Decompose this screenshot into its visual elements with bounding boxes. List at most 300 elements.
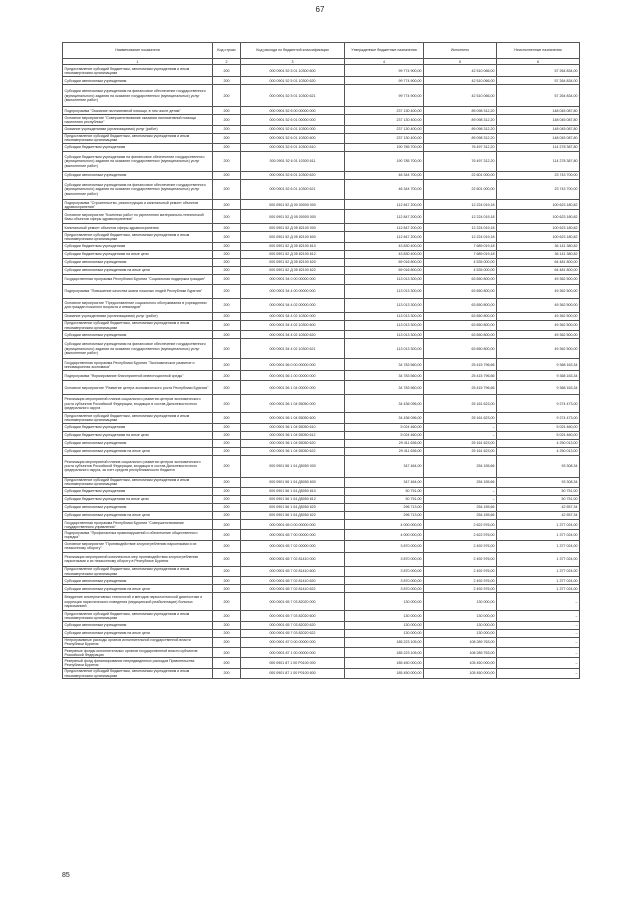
row-name: Субсидии автономным учреждениям на финансовое обеспечение государственного (муниципального) задания на оказание государственных (муниципальных) услуг (выполнение работ) <box>63 339 213 359</box>
row-name: Субсидии автономным учреждениям <box>63 439 213 447</box>
row-kbk: 000 0901 65 7 02 81410 620 <box>241 577 345 585</box>
header-index: 2 <box>213 59 241 65</box>
row-line-code: 200 <box>213 200 241 210</box>
row-kbk: 000 0901 56 1 04 Д5050 620 <box>241 504 345 512</box>
row-approved: 190 785 700,00 <box>345 152 424 172</box>
row-kbk: 000 0901 52 Д 05 82100 000 <box>241 224 345 232</box>
row-kbk: 000 0901 56 1 04 55050 622 <box>241 447 345 455</box>
table-row <box>63 77 580 85</box>
row-executed: 7 689 019,18 <box>424 242 497 250</box>
row-executed: 254 155,66 <box>424 477 497 487</box>
row-executed: 63 650 800,00 <box>424 312 497 320</box>
row-remaining: 148 045 087,80 <box>497 133 580 143</box>
row-kbk: 000 0901 65 7 02 81410 000 <box>241 552 345 566</box>
row-kbk: 000 0901 52 Д 05 82100 612 <box>241 250 345 258</box>
row-remaining: – <box>497 648 580 658</box>
header-index: 3 <box>241 59 345 65</box>
row-kbk: 000 0901 56 1 04 55050 000 <box>241 395 345 413</box>
row-approved: 43 830 400,00 <box>345 242 424 250</box>
row-name: Внедрение альтернативных технологий и методов наркологической диагностики и коррекции наркотического поведения (медицинской реабилитации) больных наркоманией <box>63 593 213 611</box>
table-row <box>63 266 580 274</box>
row-remaining: 9 368 163,34 <box>497 381 580 395</box>
row-remaining: 148 045 087,80 <box>497 107 580 115</box>
table-row <box>63 585 580 593</box>
table-row <box>63 312 580 320</box>
table-row <box>63 658 580 668</box>
row-kbk: 000 0901 54 0 00 00000 000 <box>241 274 345 284</box>
row-approved: 3 870 000,00 <box>345 552 424 566</box>
row-remaining: 49 362 500,00 <box>497 331 580 339</box>
row-line-code: 200 <box>213 359 241 371</box>
row-approved: 50 751,00 <box>345 496 424 504</box>
row-remaining: – <box>497 637 580 647</box>
row-executed: 2 492 976,00 <box>424 585 497 593</box>
row-remaining: 64 481 800,00 <box>497 258 580 266</box>
table-row <box>63 144 580 152</box>
row-approved: 34 436 096,00 <box>345 395 424 413</box>
row-line-code: 200 <box>213 85 241 107</box>
row-kbk: 000 0901 87 1 00 P0100 600 <box>241 668 345 678</box>
table-row <box>63 395 580 413</box>
row-kbk: 000 0901 65 7 02 00000 000 <box>241 540 345 552</box>
row-name: Основное мероприятие "Совершенствование оказания паллиативной помощи населению республики" <box>63 115 213 125</box>
row-kbk: 000 0901 54 4 02 00000 000 <box>241 298 345 312</box>
row-approved: 296 713,00 <box>345 504 424 512</box>
budget-table <box>62 42 580 679</box>
row-name: Предоставление субсидий бюджетным, автономным учреждениям и иным некоммерческим организациям <box>63 413 213 423</box>
row-line-code: 200 <box>213 133 241 143</box>
row-executed: 2 622 976,00 <box>424 520 497 530</box>
row-line-code: 200 <box>213 530 241 540</box>
row-remaining: 64 481 800,00 <box>497 266 580 274</box>
row-executed: 42 510 066,00 <box>424 65 497 77</box>
row-executed: 63 650 800,00 <box>424 339 497 359</box>
table-row <box>63 152 580 172</box>
page-number-bottom: 85 <box>62 872 70 879</box>
row-line-code: 200 <box>213 232 241 242</box>
row-name: Субсидии автономным учреждениям <box>63 621 213 629</box>
row-kbk: 000 0901 52 Д 05 82100 610 <box>241 242 345 250</box>
row-executed: 12 224 019,18 <box>424 224 497 232</box>
row-name: Субсидии бюджетным учреждениям на финансовое обеспечение государственного (муниципального) задания на оказание государственных (муниципальных) услуг (выполнение работ) <box>63 152 213 172</box>
row-name: Субсидии бюджетным учреждениям на иные цели <box>63 431 213 439</box>
row-name: Субсидии бюджетным учреждениям <box>63 488 213 496</box>
row-executed: 42 510 066,00 <box>424 77 497 85</box>
row-line-code: 200 <box>213 320 241 330</box>
table-row <box>63 274 580 284</box>
row-approved: 112 847 200,00 <box>345 232 424 242</box>
row-remaining: 5 024 460,00 <box>497 423 580 431</box>
row-executed: 254 155,66 <box>424 455 497 477</box>
row-line-code: 200 <box>213 395 241 413</box>
row-approved: 113 013 300,00 <box>345 320 424 330</box>
table-row <box>63 629 580 637</box>
table-row <box>63 320 580 330</box>
table-row <box>63 200 580 210</box>
row-executed: 4 535 000,00 <box>424 258 497 266</box>
row-name: Субсидии автономным учреждениям на иные цели <box>63 447 213 455</box>
row-line-code: 200 <box>213 668 241 678</box>
row-line-code: 200 <box>213 210 241 224</box>
row-executed: 108 289 763,00 <box>424 637 497 647</box>
row-executed: 105 450 000,00 <box>424 668 497 678</box>
row-executed: 89 098 312,20 <box>424 107 497 115</box>
row-remaining: 1 377 024,00 <box>497 577 580 585</box>
row-name: Субсидии автономным учреждениям на финансовое обеспечение государственного (муниципального) задания на оказание государственных (муниципальных) услуг (выполнение работ) <box>63 85 213 107</box>
row-executed: 4 535 000,00 <box>424 266 497 274</box>
row-approved: 34 436 096,00 <box>345 413 424 423</box>
row-line-code: 200 <box>213 144 241 152</box>
header-index: 6 <box>497 59 580 65</box>
row-approved: 130 000,00 <box>345 611 424 621</box>
row-line-code: 200 <box>213 77 241 85</box>
row-kbk: 000 0901 65 7 02 81410 622 <box>241 585 345 593</box>
row-line-code: 200 <box>213 488 241 496</box>
row-line-code: 200 <box>213 552 241 566</box>
row-approved: 190 785 700,00 <box>345 144 424 152</box>
row-line-code: 200 <box>213 65 241 77</box>
table-row <box>63 125 580 133</box>
row-executed: 89 098 312,20 <box>424 125 497 133</box>
row-remaining: 49 362 500,00 <box>497 284 580 298</box>
header-kbk: Код расхода по бюджетной классификации <box>241 43 345 59</box>
row-kbk: 000 0901 52 Д 05 82100 600 <box>241 232 345 242</box>
row-remaining: 57 264 834,00 <box>497 85 580 107</box>
row-name: Субсидии автономным учреждениям на иные цели <box>63 629 213 637</box>
row-line-code: 200 <box>213 629 241 637</box>
row-remaining: 100 623 180,82 <box>497 200 580 210</box>
row-executed: 25 415 796,66 <box>424 381 497 395</box>
row-name: Субсидии автономным учреждениям <box>63 77 213 85</box>
header-line-code: Код строки <box>213 43 241 59</box>
row-line-code: 200 <box>213 512 241 520</box>
table-row <box>63 250 580 258</box>
row-approved: 5 024 460,00 <box>345 423 424 431</box>
table-row <box>63 210 580 224</box>
row-name: Предоставление субсидий бюджетным, автономным учреждениям и иным некоммерческим организациям <box>63 477 213 487</box>
row-executed: 63 650 800,00 <box>424 298 497 312</box>
row-remaining: 1 377 024,00 <box>497 552 580 566</box>
row-line-code: 200 <box>213 298 241 312</box>
row-executed: 25 161 623,00 <box>424 439 497 447</box>
row-approved: 3 870 000,00 <box>345 566 424 576</box>
row-kbk: 000 0901 52 6 01 10300 621 <box>241 180 345 200</box>
row-remaining: 49 362 500,00 <box>497 312 580 320</box>
row-kbk: 000 0901 56 1 04 Д5050 600 <box>241 477 345 487</box>
row-kbk: 000 0901 87 1 00 P0100 000 <box>241 658 345 668</box>
row-line-code: 200 <box>213 331 241 339</box>
row-remaining: 4 250 013,00 <box>497 447 580 455</box>
row-name: Основное мероприятие "Комплекс работ по укреплению материально-технической базы объектов сферы здравоохранения" <box>63 210 213 224</box>
row-line-code: 200 <box>213 274 241 284</box>
row-approved: 99 774 900,00 <box>345 85 424 107</box>
row-approved: 50 751,00 <box>345 488 424 496</box>
row-name: Субсидии автономным учреждениям <box>63 172 213 180</box>
row-executed: 130 000,00 <box>424 629 497 637</box>
row-kbk: 000 0901 52 6 01 00000 000 <box>241 115 345 125</box>
row-kbk: 000 0901 56 1 04 00000 000 <box>241 381 345 395</box>
table-row <box>63 258 580 266</box>
row-name: Субсидии автономным учреждениям <box>63 504 213 512</box>
table-row <box>63 284 580 298</box>
row-kbk: 000 0901 52 6 01 10300 611 <box>241 152 345 172</box>
row-name: Реализация мероприятий планов социального развития центров экономического роста субъектов Российской Федерации, входящих в состав Дальневосточного федерального округа <box>63 395 213 413</box>
table-row <box>63 593 580 611</box>
row-line-code: 200 <box>213 648 241 658</box>
row-executed: 22 601 000,00 <box>424 172 497 180</box>
row-approved: 237 130 400,00 <box>345 133 424 143</box>
row-approved: 130 000,00 <box>345 629 424 637</box>
row-remaining: – <box>497 621 580 629</box>
row-name: Субсидии автономным учреждениям на иные цели <box>63 266 213 274</box>
row-line-code: 200 <box>213 312 241 320</box>
row-remaining: 9 368 163,34 <box>497 371 580 381</box>
row-approved: 112 847 200,00 <box>345 200 424 210</box>
row-line-code: 200 <box>213 172 241 180</box>
row-executed: – <box>424 488 497 496</box>
row-remaining: 93 308,34 <box>497 477 580 487</box>
row-name: Субсидии автономным учреждениям на иные цели <box>63 512 213 520</box>
row-approved: 34 783 560,00 <box>345 359 424 371</box>
row-name: Субсидии автономным учреждениям <box>63 258 213 266</box>
row-executed: 2 492 976,00 <box>424 577 497 585</box>
row-remaining: 57 264 834,00 <box>497 65 580 77</box>
row-executed: 130 000,00 <box>424 611 497 621</box>
row-name: Государственная программа Республики Бурятия "Совершенствование государственного управления" <box>63 520 213 530</box>
row-approved: 46 344 700,00 <box>345 180 424 200</box>
row-executed: 130 000,00 <box>424 621 497 629</box>
row-line-code: 200 <box>213 152 241 172</box>
row-kbk: 000 0901 56 1 04 Д5050 610 <box>241 488 345 496</box>
table-row <box>63 371 580 381</box>
row-name: Подпрограмма "Формирование благоприятной инвестиционной среды" <box>63 371 213 381</box>
header-index: 1 <box>63 59 213 65</box>
row-executed: – <box>424 496 497 504</box>
row-kbk: 000 0901 52 5 01 10300 621 <box>241 85 345 107</box>
row-executed: 130 000,00 <box>424 593 497 611</box>
row-name: Субсидии бюджетным учреждениям <box>63 242 213 250</box>
table-row <box>63 339 580 359</box>
row-remaining: 148 045 087,80 <box>497 115 580 125</box>
row-line-code: 200 <box>213 637 241 647</box>
row-approved: 112 847 200,00 <box>345 210 424 224</box>
table-row <box>63 530 580 540</box>
row-kbk: 000 0901 56 0 00 00000 000 <box>241 359 345 371</box>
row-line-code: 200 <box>213 439 241 447</box>
row-remaining: – <box>497 611 580 621</box>
table-row <box>63 331 580 339</box>
header-approved: Утвержденные бюджетные назначения <box>345 43 424 59</box>
row-line-code: 200 <box>213 611 241 621</box>
row-approved: 69 016 800,00 <box>345 266 424 274</box>
row-executed: 2 492 976,00 <box>424 566 497 576</box>
row-approved: 296 713,00 <box>345 512 424 520</box>
row-name: Государственная программа Республики Бурятия "Экономическое развитие и инновационная экономика" <box>63 359 213 371</box>
row-approved: 29 411 636,00 <box>345 447 424 455</box>
table-row <box>63 566 580 576</box>
row-line-code: 200 <box>213 431 241 439</box>
table-row <box>63 359 580 371</box>
row-line-code: 200 <box>213 413 241 423</box>
row-name: Субсидии автономным учреждениям <box>63 577 213 585</box>
table-row <box>63 224 580 232</box>
header-executed: Исполнено <box>424 43 497 59</box>
row-name: Подпрограмма "Повышение качества жизни пожилых людей Республики Бурятия" <box>63 284 213 298</box>
row-approved: 347 464,00 <box>345 455 424 477</box>
row-executed: 7 689 019,18 <box>424 250 497 258</box>
table-row <box>63 232 580 242</box>
row-kbk: 000 0901 56 1 04 55050 620 <box>241 439 345 447</box>
row-name: Резервные фонды исполнительных органов государственной власти субъектов Российской Федерации <box>63 648 213 658</box>
row-remaining: – <box>497 629 580 637</box>
row-name: Предоставление субсидий бюджетным, автономным учреждениям и иным некоммерческим организациям <box>63 611 213 621</box>
table-row <box>63 431 580 439</box>
row-approved: 113 013 300,00 <box>345 312 424 320</box>
row-remaining: 148 045 087,80 <box>497 125 580 133</box>
row-line-code: 200 <box>213 266 241 274</box>
row-name: Субсидии бюджетным учреждениям <box>63 144 213 152</box>
row-name: Реализация мероприятий комплексных мер противодействия злоупотреблению наркотиками и их незаконному обороту в Республике Бурятия <box>63 552 213 566</box>
row-name: Предоставление субсидий бюджетным, автономным учреждениям и иным некоммерческим организациям <box>63 566 213 576</box>
header-index: 4 <box>345 59 424 65</box>
row-line-code: 200 <box>213 566 241 576</box>
row-name: Предоставление субсидий бюджетным, автономным учреждениям и иным некоммерческим организациям <box>63 668 213 678</box>
row-remaining: 50 751,00 <box>497 496 580 504</box>
row-remaining: 1 377 024,00 <box>497 566 580 576</box>
table-row <box>63 504 580 512</box>
row-kbk: 000 0901 52 Д 05 00000 000 <box>241 210 345 224</box>
row-line-code: 200 <box>213 447 241 455</box>
row-approved: 185 223 105,00 <box>345 648 424 658</box>
row-executed: 105 450 000,00 <box>424 658 497 668</box>
row-executed: 25 415 796,66 <box>424 359 497 371</box>
table-body <box>63 65 580 679</box>
table-row <box>63 423 580 431</box>
row-kbk: 000 0901 52 6 00 00000 000 <box>241 107 345 115</box>
row-line-code: 200 <box>213 371 241 381</box>
row-name: Основное мероприятие "Противодействие злоупотреблению наркотиками и их незаконному обороту" <box>63 540 213 552</box>
row-remaining: 42 557,34 <box>497 512 580 520</box>
row-approved: 347 464,00 <box>345 477 424 487</box>
row-executed: – <box>424 423 497 431</box>
row-name: Субсидии автономным учреждениям <box>63 331 213 339</box>
row-remaining: 23 743 700,00 <box>497 180 580 200</box>
row-kbk: 000 0901 52 6 01 10300 600 <box>241 133 345 143</box>
row-name: Государственная программа Республики Бурятия "Социальная поддержка граждан" <box>63 274 213 284</box>
table-row <box>63 488 580 496</box>
row-kbk: 000 0901 65 7 00 00000 000 <box>241 530 345 540</box>
row-line-code: 200 <box>213 180 241 200</box>
row-approved: 112 847 200,00 <box>345 224 424 232</box>
row-approved: 46 344 700,00 <box>345 172 424 180</box>
row-approved: 113 013 300,00 <box>345 339 424 359</box>
table-row <box>63 180 580 200</box>
row-name: Предоставление субсидий бюджетным, автономным учреждениям и иным некоммерческим организациям <box>63 65 213 77</box>
row-name: Подпрограмма "Профилактика правонарушений и обеспечение общественного порядка" <box>63 530 213 540</box>
table-row <box>63 298 580 312</box>
row-kbk: 000 0901 65 7 03 82020 622 <box>241 629 345 637</box>
row-name: Подпрограмма "Строительство, реконструкция и капитальный ремонт объектов здравоохранения" <box>63 200 213 210</box>
header-remaining: Неисполненные назначения <box>497 43 580 59</box>
row-remaining: 4 250 013,00 <box>497 439 580 447</box>
table-row <box>63 496 580 504</box>
row-kbk: 000 0901 56 1 04 55050 600 <box>241 413 345 423</box>
row-approved: 3 870 000,00 <box>345 540 424 552</box>
row-kbk: 000 0901 52 Д 05 82100 620 <box>241 258 345 266</box>
row-executed: 254 155,66 <box>424 512 497 520</box>
row-line-code: 200 <box>213 242 241 250</box>
row-kbk: 000 0901 56 1 04 Д5050 612 <box>241 496 345 504</box>
row-remaining: 57 264 834,00 <box>497 77 580 85</box>
row-name: Оказание учреждениями (организациями) услуг (работ) <box>63 125 213 133</box>
row-approved: 113 013 300,00 <box>345 284 424 298</box>
row-executed: 108 289 763,00 <box>424 648 497 658</box>
row-remaining: 100 623 180,82 <box>497 232 580 242</box>
row-remaining: – <box>497 668 580 678</box>
row-remaining: 23 743 700,00 <box>497 172 580 180</box>
row-remaining: 36 141 380,82 <box>497 242 580 250</box>
row-executed: 22 601 000,00 <box>424 180 497 200</box>
row-kbk: 000 0901 54 4 02 10300 620 <box>241 331 345 339</box>
row-name: Субсидии автономным учреждениям на иные цели <box>63 585 213 593</box>
row-name: Реализация мероприятий планов социального развития центров экономического роста субъектов Российской Федерации, входящих в состав Дальневосточного федерального округа, за счет средств республиканского бюджета <box>63 455 213 477</box>
row-executed: 63 650 800,00 <box>424 320 497 330</box>
row-line-code: 200 <box>213 658 241 668</box>
row-line-code: 200 <box>213 577 241 585</box>
table-row <box>63 611 580 621</box>
row-kbk: 000 0901 54 4 02 10300 600 <box>241 320 345 330</box>
row-remaining: 114 278 387,80 <box>497 144 580 152</box>
row-kbk: 000 0901 65 7 03 82020 000 <box>241 593 345 611</box>
table-row <box>63 552 580 566</box>
table-row <box>63 115 580 125</box>
row-approved: 185 450 000,00 <box>345 658 424 668</box>
row-name: Субсидии бюджетным учреждениям <box>63 423 213 431</box>
row-remaining: 100 623 180,82 <box>497 224 580 232</box>
row-remaining: 49 362 500,00 <box>497 298 580 312</box>
row-approved: 5 024 460,00 <box>345 431 424 439</box>
row-approved: 4 000 000,00 <box>345 520 424 530</box>
row-remaining: 9 368 163,34 <box>497 359 580 371</box>
row-kbk: 000 0901 87 0 00 00000 000 <box>241 637 345 647</box>
table-row <box>63 242 580 250</box>
row-line-code: 200 <box>213 621 241 629</box>
row-kbk: 000 0901 65 7 02 81410 600 <box>241 566 345 576</box>
header-row <box>63 43 580 59</box>
row-line-code: 200 <box>213 284 241 298</box>
row-executed: 63 650 800,00 <box>424 331 497 339</box>
row-name: Предоставление субсидий бюджетным, автономным учреждениям и иным некоммерческим организациям <box>63 320 213 330</box>
table-row <box>63 520 580 530</box>
table-row <box>63 540 580 552</box>
header-index: 5 <box>424 59 497 65</box>
row-executed: 12 224 019,18 <box>424 200 497 210</box>
row-remaining: 114 278 387,80 <box>497 152 580 172</box>
row-approved: 3 870 000,00 <box>345 577 424 585</box>
row-executed: 63 650 800,00 <box>424 274 497 284</box>
row-executed: 25 415 796,66 <box>424 371 497 381</box>
row-executed: 89 098 312,20 <box>424 133 497 143</box>
row-kbk: 000 0901 52 5 01 10300 620 <box>241 77 345 85</box>
row-remaining: 5 024 460,00 <box>497 431 580 439</box>
row-approved: 185 450 000,00 <box>345 668 424 678</box>
row-remaining: 49 362 500,00 <box>497 274 580 284</box>
row-line-code: 200 <box>213 107 241 115</box>
row-approved: 3 870 000,00 <box>345 585 424 593</box>
row-line-code: 200 <box>213 540 241 552</box>
row-name: Предоставление субсидий бюджетным, автономным учреждениям и иным некоммерческим организациям <box>63 232 213 242</box>
row-kbk: 000 0901 56 1 04 Д5050 622 <box>241 512 345 520</box>
